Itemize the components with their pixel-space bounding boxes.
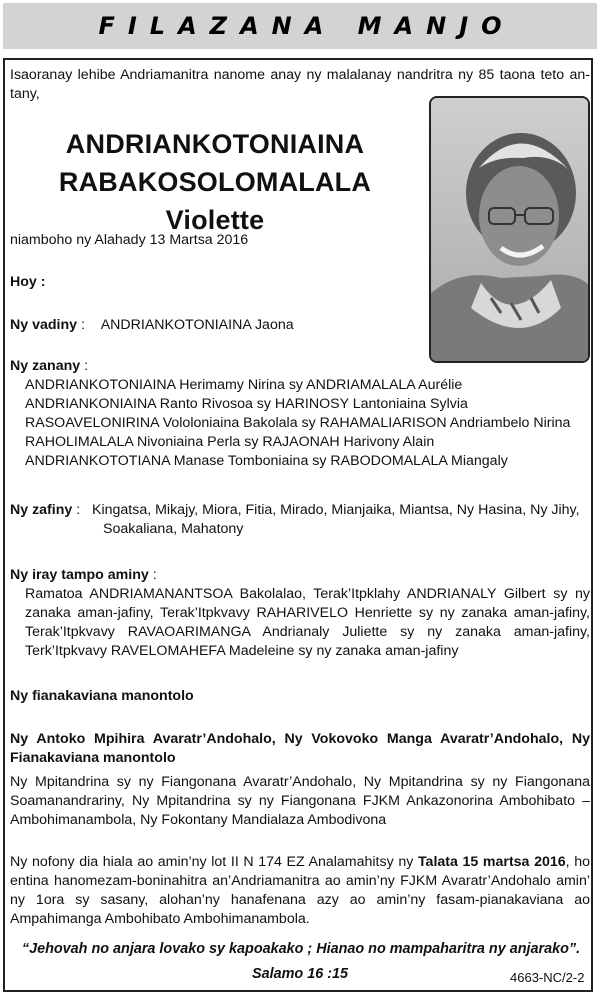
zanany-section (10, 357, 570, 471)
funeral-text (10, 853, 590, 929)
list-item: RASOAVELONIRINA Vololoniaina Bakolala sy RAHAMALIARISON Andriambelo Nirina (25, 415, 571, 431)
zanany-label: Ny zanany (10, 358, 81, 374)
mpitandrina-text: Ny Mpitandrina sy ny Fiangonana Avaratr’Andohalo, Ny Mpitandrina sy ny Fiangonana Soamanandrariny, Ny Mpitandrina sy ny Fiangonana FJKM Ankazonorina Ambohibato – Ambohimanambola, Ny Fokontany Mandialaza Ambodivona (10, 774, 590, 828)
antoko-text: Ny Antoko Mpihira Avaratr’Andohalo, Ny Vokovoko Manga Avaratr’Andohalo, Ny Fianakaviana manontolo (10, 731, 590, 766)
page-title: FILAZANA MANJO (98, 12, 515, 40)
list-item: ANDRIANKOTOTIANA Manase Tomboniaina sy RABODOMALALA Miangaly (25, 453, 508, 469)
iray-tampo-section (10, 566, 590, 661)
deceased-name (10, 125, 420, 239)
list-item: RAHOLIMALALA Nivoniaina Perla sy RAJAONAH Harivony Alain (25, 434, 435, 450)
portrait-photo (429, 96, 590, 363)
vady-line (10, 316, 294, 335)
portrait-image (431, 98, 590, 363)
intro-text: Isaoranay lehibe Andriamanitra nanome anay ny malalanay nandritra ny 85 taona teto an-tany, (10, 67, 590, 102)
bible-quote: “Jehovah no anjara lovako sy kapoakako ; Hianao no mampaharitra ny anjarako”. (21, 941, 581, 957)
vady-label: Ny vadiny (10, 317, 78, 333)
zanany-sep: : (80, 358, 89, 374)
death-date: niamboho ny Alahady 13 Martsa 2016 (10, 232, 249, 248)
list-item: ANDRIANKONIAINA Ranto Rivosoa sy HARINOSY Lantoniaina Sylvia (25, 396, 468, 412)
funeral-part1: Ny nofony dia hiala ao amin’ny lot II N 174 EZ Analamahitsy ny (10, 854, 418, 870)
iray-tampo-label: Ny iray tampo aminy (10, 567, 149, 583)
funeral-part2: , ho entina hanomezam-boninahitra an’Andriamanitra ao amin’ny FJKM Avaratr’Andohalo amin’ ny 1ora sy sasany, alohan’ny hanafenana azy ao amin’ny fasam-pianakaviana ao Ampahimanga Ambohibato Ambohimanambola. (10, 854, 590, 927)
vady-sep: : (77, 317, 85, 333)
hoy-label: Hoy : (10, 274, 46, 290)
iray-tampo-text: Ramatoa ANDRIAMANANTSOA Bakolalao, Terak’Itpklahy ANDRIANALY Gilbert sy ny zanaka aman-jafiny, Terak’Itpkvavy RAHARIVELO Henriette sy ny zanaka aman-jafiny, Terak’Itpkvavy RAVAOARIMANGA Andrianaly Juliette sy ny zanaka aman-jafiny, Terk’Itpkvavy RAVELOMAHEFA Madeleine sy ny zanaka aman-jafiny (25, 586, 590, 659)
iray-tampo-sep: : (148, 567, 157, 583)
deceased-name-line2: RABAKOSOLOMALALA Violette (58, 167, 372, 235)
zafiny-line2: Soakaliana, Mahatony (103, 521, 244, 537)
vady-name: ANDRIANKOTONIAINA Jaona (100, 317, 294, 333)
fianakaviana-line: Ny fianakaviana manontolo (10, 688, 194, 704)
list-item: ANDRIANKOTONIAINA Herimamy Nirina sy ANDRIAMALALA Aurélie (25, 377, 463, 393)
bible-reference: Salamo 16 :15 (252, 966, 348, 982)
zafiny-section (10, 501, 594, 539)
deceased-name-line1: ANDRIANKOTONIAINA (65, 129, 365, 159)
zafiny-line1: Kingatsa, Mikajy, Miora, Fitia, Mirado, Mianjaika, Miantsa, Ny Hasina, Ny Jihy, (92, 502, 580, 518)
zafiny-sep: : (72, 502, 81, 518)
header-banner (3, 3, 597, 49)
funeral-date: Talata 15 martsa 2016 (417, 854, 566, 870)
ad-code: 4663-NC/2-2 (510, 970, 585, 985)
zafiny-label: Ny zafiny (10, 502, 73, 518)
